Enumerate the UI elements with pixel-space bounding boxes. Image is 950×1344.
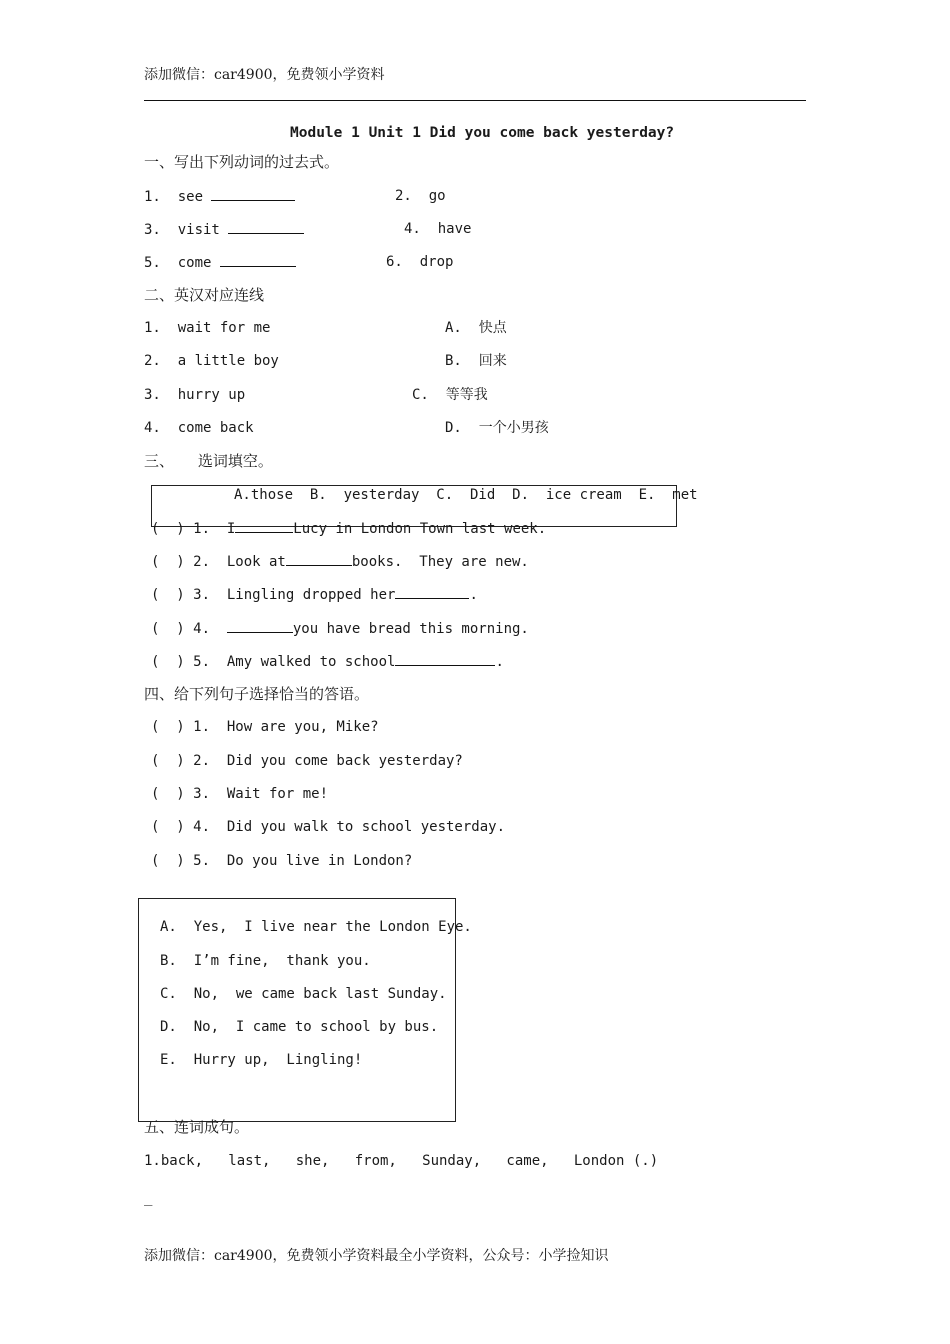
s4-answer-c: C. No, we came back last Sunday. bbox=[160, 986, 447, 1002]
s4-answer-b: B. I’m fine, thank you. bbox=[160, 953, 371, 969]
s1-word: visit bbox=[177, 222, 220, 238]
section1-heading: 一、写出下列动词的过去式。 bbox=[144, 153, 340, 171]
s1-item-3 bbox=[144, 219, 304, 240]
s1-item-4 bbox=[404, 219, 471, 239]
answer-blank[interactable] bbox=[395, 651, 495, 666]
section4-heading: 四、给下列句子选择恰当的答语。 bbox=[144, 685, 370, 703]
word-bank-options: A.those B. yesterday C. Did D. ice cream E. met bbox=[234, 487, 698, 503]
s4-answer-d: D. No, I came to school by bus. bbox=[160, 1019, 439, 1035]
s3-q3-post: . bbox=[469, 587, 478, 603]
s1-item-2 bbox=[395, 186, 446, 206]
header-divider bbox=[144, 100, 806, 101]
s3-q2-post: books. They are new. bbox=[351, 554, 529, 570]
s1-word: drop bbox=[419, 254, 454, 270]
section3-heading: 三、 选词填空。 bbox=[144, 452, 273, 470]
s5-question-1: 1.back, last, she, from, Sunday, came, London (.) bbox=[144, 1153, 659, 1169]
answer-blank[interactable] bbox=[227, 618, 293, 633]
s1-num: 5. bbox=[144, 255, 161, 271]
s4-answer-a: A. Yes, I live near the London Eye. bbox=[160, 919, 472, 935]
s1-word: go bbox=[428, 188, 446, 204]
s1-num: 2. bbox=[395, 188, 412, 204]
s1-item-6 bbox=[386, 252, 453, 272]
s2-right-b: B. 回来 bbox=[445, 353, 507, 369]
answer-blank[interactable] bbox=[228, 219, 304, 234]
s1-word: see bbox=[177, 189, 204, 205]
s2-right-d: D. 一个小男孩 bbox=[445, 420, 549, 436]
header-note: 添加微信：car4900，免费领小学资料 bbox=[144, 67, 385, 83]
s3-q4-post: you have bread this morning. bbox=[292, 621, 529, 637]
s2-left-3: 3. hurry up bbox=[144, 387, 246, 403]
s2-left-1: 1. wait for me bbox=[144, 320, 271, 336]
s1-num: 3. bbox=[144, 222, 161, 238]
s3-q5-pre: ( ) 5. Amy walked to school bbox=[151, 654, 396, 670]
s3-q4 bbox=[151, 618, 529, 639]
s3-q2 bbox=[151, 551, 529, 572]
page-title: Module 1 Unit 1 Did you come back yesterday? bbox=[290, 125, 675, 141]
s2-left-2: 2. a little boy bbox=[144, 353, 279, 369]
s3-q5 bbox=[151, 651, 504, 672]
s1-num: 4. bbox=[404, 221, 421, 237]
s2-right-a: A. 快点 bbox=[445, 320, 507, 336]
footer-note: 添加微信：car4900，免费领小学资料最全小学资料，公众号：小学捡知识 bbox=[144, 1248, 609, 1264]
s3-q1-pre: ( ) 1. I bbox=[151, 521, 236, 537]
s3-q1 bbox=[151, 518, 546, 539]
answer-blank[interactable] bbox=[211, 186, 295, 201]
s4-question-1: ( ) 1. How are you, Mike? bbox=[151, 719, 379, 735]
s1-word: come bbox=[177, 255, 212, 271]
answer-blank[interactable] bbox=[220, 252, 296, 267]
s3-q4-pre: ( ) 4. bbox=[151, 621, 227, 637]
s3-q3-pre: ( ) 3. Lingling dropped her bbox=[151, 587, 396, 603]
s2-right-c: C. 等等我 bbox=[412, 387, 488, 403]
s1-num: 6. bbox=[386, 254, 403, 270]
s4-question-2: ( ) 2. Did you come back yesterday? bbox=[151, 753, 463, 769]
answer-blank[interactable] bbox=[286, 551, 352, 566]
s3-q3 bbox=[151, 584, 478, 605]
s5-answer-line[interactable]: _ bbox=[144, 1190, 153, 1206]
s3-q2-pre: ( ) 2. Look at bbox=[151, 554, 286, 570]
answer-blank[interactable] bbox=[395, 584, 469, 599]
s4-question-5: ( ) 5. Do you live in London? bbox=[151, 853, 413, 869]
s1-word: have bbox=[437, 221, 472, 237]
s1-item-1 bbox=[144, 186, 295, 207]
s3-q1-post: Lucy in London Town last week. bbox=[293, 521, 547, 537]
s1-item-5 bbox=[144, 252, 296, 273]
answer-blank[interactable] bbox=[235, 518, 293, 533]
s4-answer-e: E. Hurry up, Lingling! bbox=[160, 1052, 363, 1068]
s4-question-4: ( ) 4. Did you walk to school yesterday. bbox=[151, 819, 506, 835]
s1-num: 1. bbox=[144, 189, 161, 205]
s4-question-3: ( ) 3. Wait for me! bbox=[151, 786, 329, 802]
s2-left-4: 4. come back bbox=[144, 420, 254, 436]
section2-heading: 二、英汉对应连线 bbox=[144, 286, 265, 304]
s3-q5-post: . bbox=[495, 654, 504, 670]
section5-heading: 五、连词成句。 bbox=[144, 1118, 250, 1136]
